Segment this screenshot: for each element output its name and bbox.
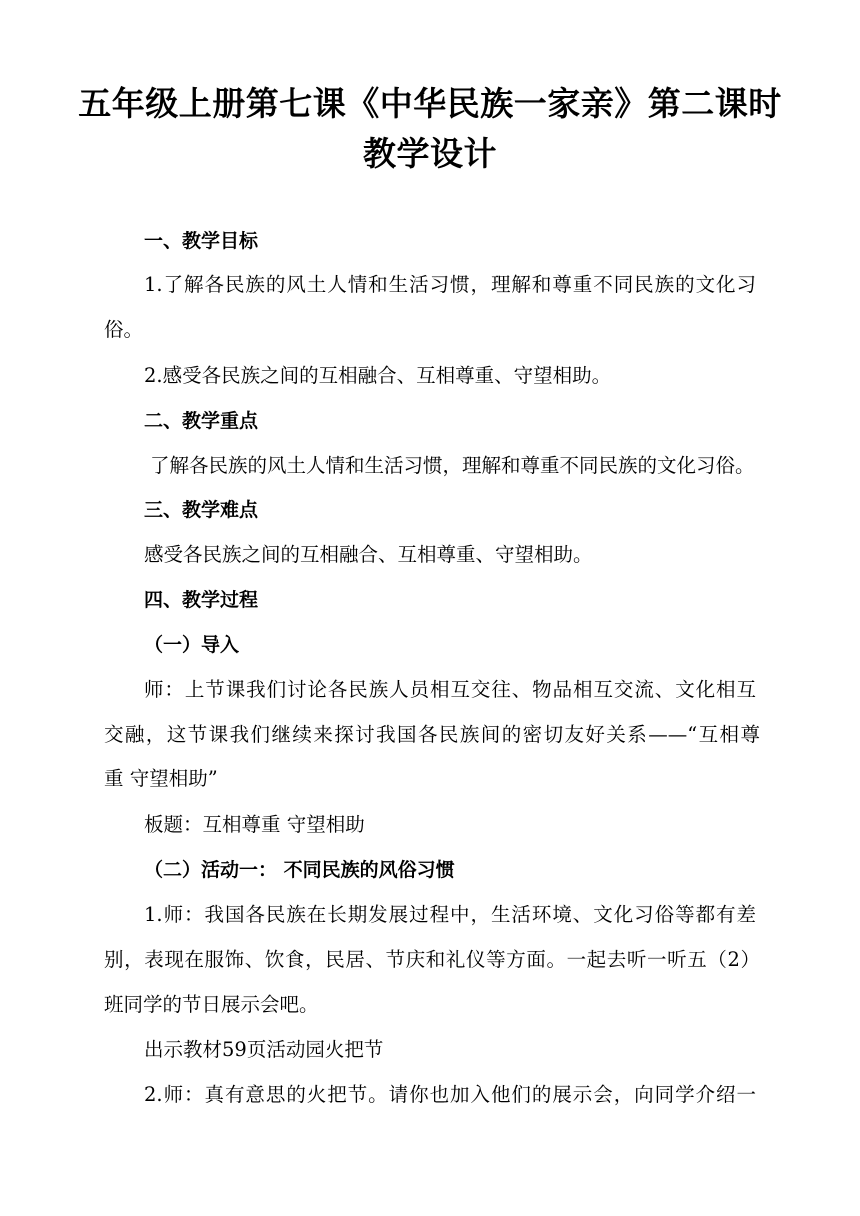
activity-1-paragraph-line-1: 1.师：我国各民族在长期发展过程中，生活环境、文化习俗等都有差: [144, 903, 756, 926]
textbook-reference-text: 出示教材59页活动园火把节: [144, 1038, 384, 1061]
subsection-heading-intro: （一）导入: [144, 634, 240, 656]
activity-1-paragraph-line-3: 班同学的节日展示会吧。: [104, 993, 319, 1016]
intro-paragraph-line-3: 重 守望相助”: [104, 767, 218, 790]
document-title-line-2: 教学设计: [363, 134, 497, 173]
activity-1-paragraph-line-2: 别，表现在服饰、饮食，民居、节庆和礼仪等方面。一起去听一听五（2）: [104, 948, 760, 971]
document-title-line-1: 五年级上册第七课《中华民族一家亲》第二课时: [78, 84, 782, 123]
intro-paragraph-line-1: 师：上节课我们讨论各民族人员相互交往、物品相互交流、文化相互: [144, 678, 756, 701]
objective-2: 2.感受各民族之间的互相融合、互相尊重、守望相助。: [144, 364, 612, 387]
intro-paragraph-line-2: 交融，这节课我们继续来探讨我国各民族间的密切友好关系——“互相尊: [104, 723, 760, 746]
activity-1-step-2-line-1: 2.师：真有意思的火把节。请你也加入他们的展示会，向同学介绍一: [144, 1083, 756, 1106]
section-heading-objectives: 一、教学目标: [144, 230, 259, 252]
section-heading-key-points: 二、教学重点: [144, 410, 259, 432]
subsection-heading-activity-1: （二）活动一： 不同民族的风俗习惯: [144, 859, 455, 881]
section-heading-difficulties: 三、教学难点: [144, 499, 259, 521]
section-heading-process: 四、教学过程: [144, 589, 259, 611]
objective-1-line-1: 1.了解各民族的风土人情和生活习惯，理解和尊重不同民族的文化习: [144, 273, 756, 296]
difficulties-text: 感受各民族之间的互相融合、互相尊重、守望相助。: [144, 543, 593, 566]
board-title-text: 板题：互相尊重 守望相助: [144, 813, 365, 836]
key-points-text: 了解各民族的风土人情和生活习惯，理解和尊重不同民族的文化习俗。: [150, 454, 755, 477]
objective-1-line-2: 俗。: [104, 318, 144, 341]
